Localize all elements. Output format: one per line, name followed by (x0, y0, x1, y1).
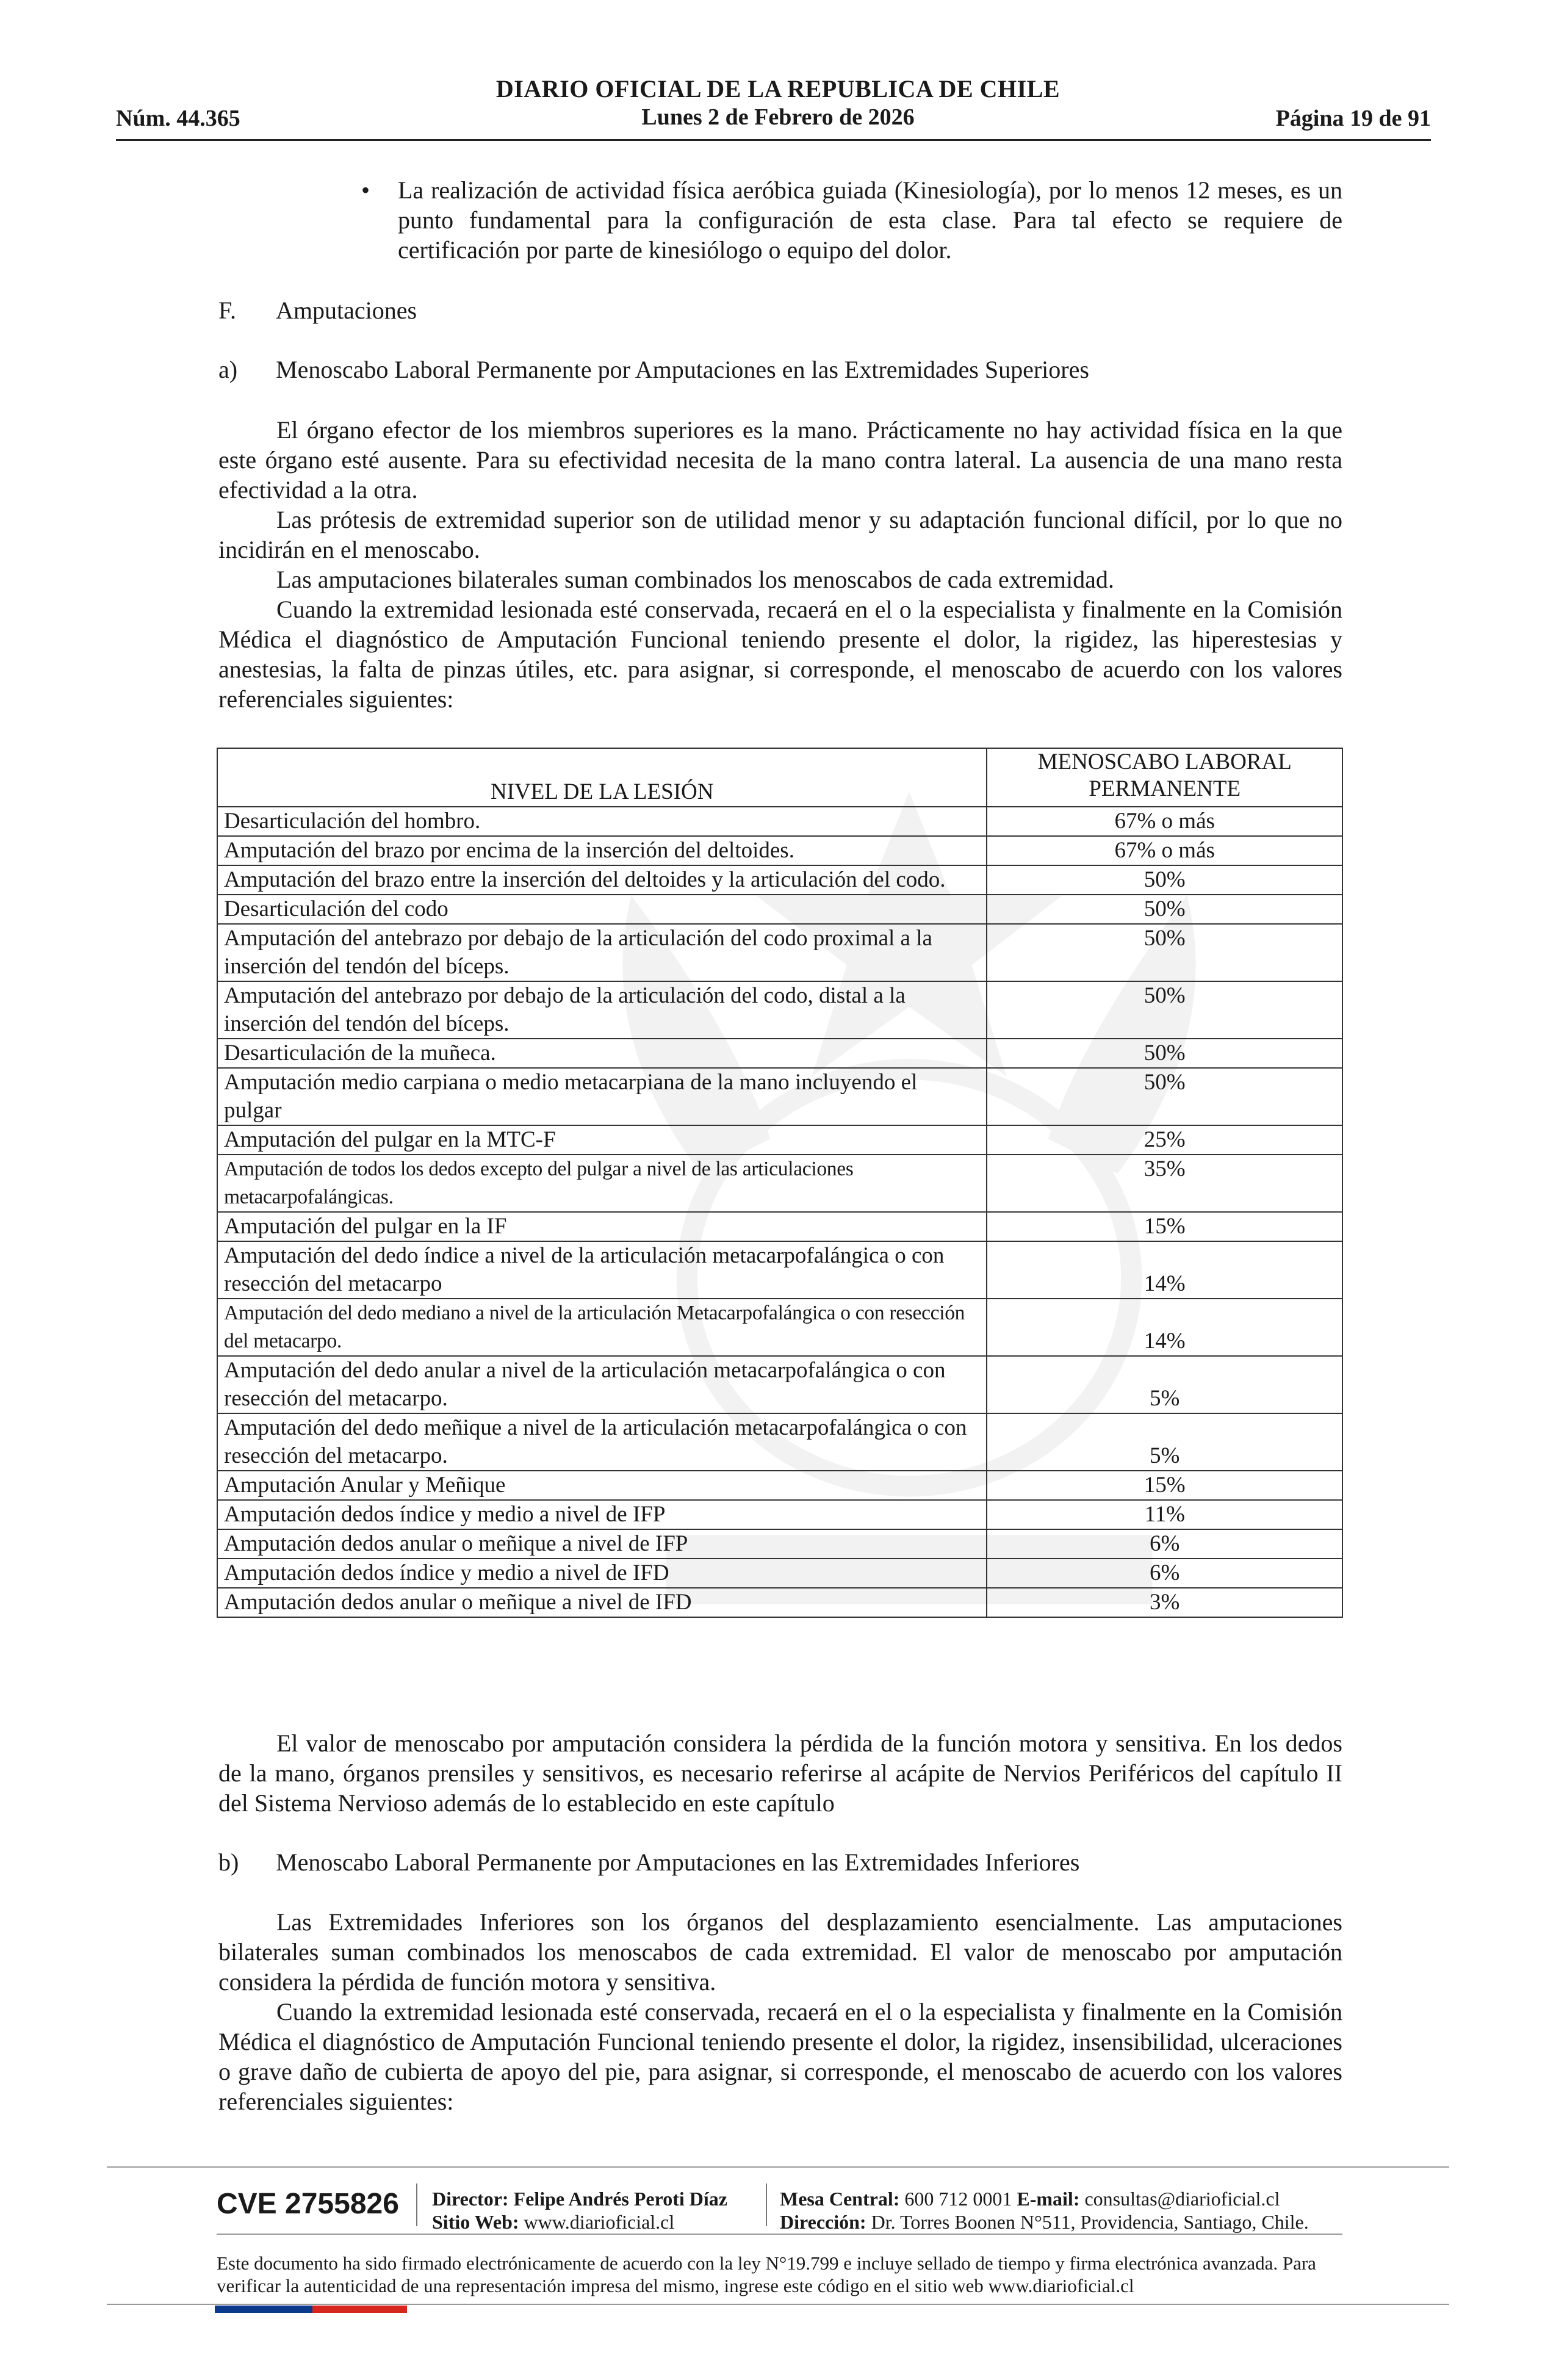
address: Dr. Torres Boonen N°511, Providencia, Santiago, Chile. (871, 2211, 1309, 2233)
web-label: Sitio Web: (432, 2211, 519, 2233)
lesion-cell: Amputación dedos índice y medio a nivel de IFP (217, 1500, 987, 1529)
lesion-cell: Amputación del dedo meñique a nivel de la articulación metacarpofalángica o con resección del metacarpo. (217, 1413, 987, 1471)
issue-date: Lunes 2 de Febrero de 2026 (641, 104, 915, 130)
footer-divider (107, 2166, 1449, 2168)
bullet-marker: • (361, 176, 370, 204)
section-f-title: Amputaciones (276, 297, 417, 324)
newspaper-title: DIARIO OFICIAL DE LA REPUBLICA DE CHILE (495, 75, 1061, 103)
value-cell: 11% (987, 1500, 1342, 1529)
column-header-lesion: NIVEL DE LA LESIÓN (217, 748, 987, 807)
table-row (217, 1356, 1342, 1413)
mesa-phone: 600 712 0001 (904, 2188, 1012, 2210)
flag-stripe-red (312, 2306, 407, 2313)
lesion-cell: Amputación del pulgar en la IF (217, 1212, 987, 1241)
lesion-cell: Amputación del dedo anular a nivel de la articulación metacarpofalángica o con resección del metacarpo. (217, 1356, 987, 1413)
table-row (217, 1039, 1342, 1068)
paragraph: El órgano efector de los miembros superiores es la mano. Prácticamente no hay actividad física en la que este órgano esté ausente. Para su efectividad necesita de la mano contra lateral. La ausencia de una mano resta efectividad a la otra. (218, 416, 1342, 503)
lesion-cell: Amputación medio carpiana o medio metacarpiana de la mano incluyendo el pulgar (217, 1068, 987, 1125)
address-label: Dirección: (780, 2211, 866, 2233)
section-a-body (218, 415, 1342, 714)
value-cell: 14% (987, 1299, 1342, 1356)
table-row (217, 1125, 1342, 1155)
table-row (217, 1241, 1342, 1299)
table-row (217, 1212, 1342, 1241)
value-cell: 5% (987, 1413, 1342, 1471)
table-header-row (217, 748, 1342, 807)
page-number: Página 19 de 91 (1275, 106, 1431, 131)
legal-notice: Este documento ha sido firmado electrónicamente de acuerdo con la ley N°19.799 e incluye sellado de tiempo y firma electrónica avanzada. Para verificar la autenticidad de una representación impresa del mismo, ingrese este código en el sitio web www.diarioficial.cl (217, 2252, 1316, 2296)
lesion-cell: Amputación del brazo por encima de la inserción del deltoides. (217, 836, 987, 865)
value-cell: 25% (987, 1125, 1342, 1155)
value-cell: 50% (987, 924, 1342, 981)
lesion-cell: Amputación del antebrazo por debajo de la articulación del codo, distal a la inserción del tendón del bíceps. (217, 981, 987, 1039)
lesion-cell: Amputación del antebrazo por debajo de la articulación del codo proximal a la inserción del tendón del bíceps. (217, 924, 987, 981)
footer-divider (107, 2304, 1449, 2305)
amputation-table (217, 748, 1343, 1618)
web-link[interactable]: www.diarioficial.cl (524, 2211, 675, 2233)
value-cell: 50% (987, 865, 1342, 895)
table-row (217, 1155, 1342, 1212)
value-cell: 5% (987, 1356, 1342, 1413)
section-b-body (218, 1907, 1342, 2116)
cve-code: CVE 2755826 (217, 2188, 399, 2220)
value-cell: 35% (987, 1155, 1342, 1212)
after-table-body (218, 1728, 1342, 1818)
lesion-cell: Amputación de todos los dedos excepto del pulgar a nivel de las articulaciones metacarpofalángicas. (217, 1155, 987, 1212)
table-row (217, 1413, 1342, 1471)
value-cell: 6% (987, 1559, 1342, 1588)
lesion-cell: Desarticulación del codo (217, 895, 987, 924)
value-cell: 50% (987, 1039, 1342, 1068)
table-row (217, 1068, 1342, 1125)
lesion-cell: Amputación del pulgar en la MTC-F (217, 1125, 987, 1155)
email-label: E-mail: (1017, 2188, 1080, 2210)
table-row (217, 1529, 1342, 1559)
table-row (217, 1588, 1342, 1617)
lesion-cell: Amputación del brazo entre la inserción del deltoides y la articulación del codo. (217, 865, 987, 895)
section-f-letter: F. (218, 297, 237, 324)
value-cell: 67% o más (987, 836, 1342, 865)
value-cell: 67% o más (987, 807, 1342, 836)
mesa-label: Mesa Central: (780, 2188, 900, 2210)
section-b-letter: b) (218, 1848, 239, 1876)
footer-separator (766, 2183, 767, 2226)
lesion-cell: Amputación del dedo mediano a nivel de la articulación Metacarpofalángica o con resección del metacarpo. (217, 1299, 987, 1356)
paragraph: Cuando la extremidad lesionada esté conservada, recaerá en el o la especialista y finalmente en la Comisión Médica el diagnóstico de Amputación Funcional teniendo presente el dolor, la rigidez, las hiperestesias y anestesias, la falta de pinzas útiles, etc. para asignar, si corresponde, el menoscabo de acuerdo con los valores referenciales siguientes: (218, 596, 1342, 713)
lesion-cell: Amputación dedos anular o meñique a nivel de IFD (217, 1588, 987, 1617)
lesion-cell: Amputación del dedo índice a nivel de la articulación metacarpofalángica o con resección del metacarpo (217, 1241, 987, 1299)
table-row (217, 895, 1342, 924)
lesion-cell: Amputación Anular y Meñique (217, 1471, 987, 1500)
lesion-cell: Amputación dedos anular o meñique a nivel de IFP (217, 1529, 987, 1559)
column-header-value (987, 748, 1342, 807)
column-header-value-line2: PERMANENTE (1089, 776, 1241, 801)
table-row (217, 1500, 1342, 1529)
paragraph: Las amputaciones bilaterales suman combinados los menoscabos de cada extremidad. (276, 566, 1114, 593)
header-divider (116, 139, 1431, 141)
table-row (217, 924, 1342, 981)
table-row (217, 1299, 1342, 1356)
table-row (217, 807, 1342, 836)
footer-divider (217, 2234, 1342, 2235)
director-label: Director: (432, 2188, 509, 2210)
paragraph: Cuando la extremidad lesionada esté conservada, recaerá en el o la especialista y finalmente en la Comisión Médica el diagnóstico de Amputación Funcional teniendo presente el dolor, la rigidez, insensibilidad, ulceraciones o grave daño de cubierta de apoyo del pie, para asignar, si corresponde, el menoscabo de acuerdo con los valores referenciales siguientes: (218, 1998, 1342, 2115)
table-row (217, 1559, 1342, 1588)
table-row (217, 836, 1342, 865)
value-cell: 15% (987, 1212, 1342, 1241)
column-header-value-line1: MENOSCABO LABORAL (1037, 749, 1292, 774)
footer-director-block (432, 2187, 727, 2234)
value-cell: 14% (987, 1241, 1342, 1299)
value-cell: 15% (987, 1471, 1342, 1500)
bullet-paragraph: La realización de actividad física aeróbica guiada (Kinesiología), por lo menos 12 meses, es un punto fundamental para la configuración de esta clase. Para tal efecto se requiere de certificación por parte de kinesiólogo o equipo del dolor. (398, 176, 1342, 264)
lesion-cell: Desarticulación del hombro. (217, 807, 987, 836)
value-cell: 50% (987, 895, 1342, 924)
issue-number: Núm. 44.365 (116, 106, 240, 131)
value-cell: 3% (987, 1588, 1342, 1617)
section-a-title: Menoscabo Laboral Permanente por Amputaciones en las Extremidades Superiores (276, 356, 1089, 383)
lesion-cell: Amputación dedos índice y medio a nivel de IFD (217, 1559, 987, 1588)
table-row (217, 981, 1342, 1039)
section-b-title: Menoscabo Laboral Permanente por Amputaciones en las Extremidades Inferiores (276, 1848, 1080, 1876)
email-link[interactable]: consultas@diarioficial.cl (1084, 2188, 1280, 2210)
footer-separator (416, 2183, 417, 2226)
section-a-letter: a) (218, 356, 238, 383)
flag-stripe-blue (215, 2306, 312, 2313)
table-row (217, 865, 1342, 895)
footer-contact-block (780, 2187, 1309, 2234)
value-cell: 50% (987, 981, 1342, 1039)
value-cell: 6% (987, 1529, 1342, 1559)
director-name: Felipe Andrés Peroti Díaz (513, 2188, 727, 2210)
value-cell: 50% (987, 1068, 1342, 1125)
paragraph: Las prótesis de extremidad superior son de utilidad menor y su adaptación funcional difícil, por lo que no incidirán en el menoscabo. (218, 506, 1342, 563)
lesion-cell: Desarticulación de la muñeca. (217, 1039, 987, 1068)
paragraph: El valor de menoscabo por amputación considera la pérdida de la función motora y sensitiva. En los dedos de la mano, órganos prensiles y sensitivos, es necesario referirse al acápite de Nervios Periféricos del capítulo II del Sistema Nervioso además de lo establecido en este capítulo (218, 1729, 1342, 1817)
table-row (217, 1471, 1342, 1500)
paragraph: Las Extremidades Inferiores son los órganos del desplazamiento esencialmente. Las amputaciones bilaterales suman combinados los menoscabos de cada extremidad. El valor de menoscabo por amputación considera la pérdida de función motora y sensitiva. (218, 1908, 1342, 1996)
